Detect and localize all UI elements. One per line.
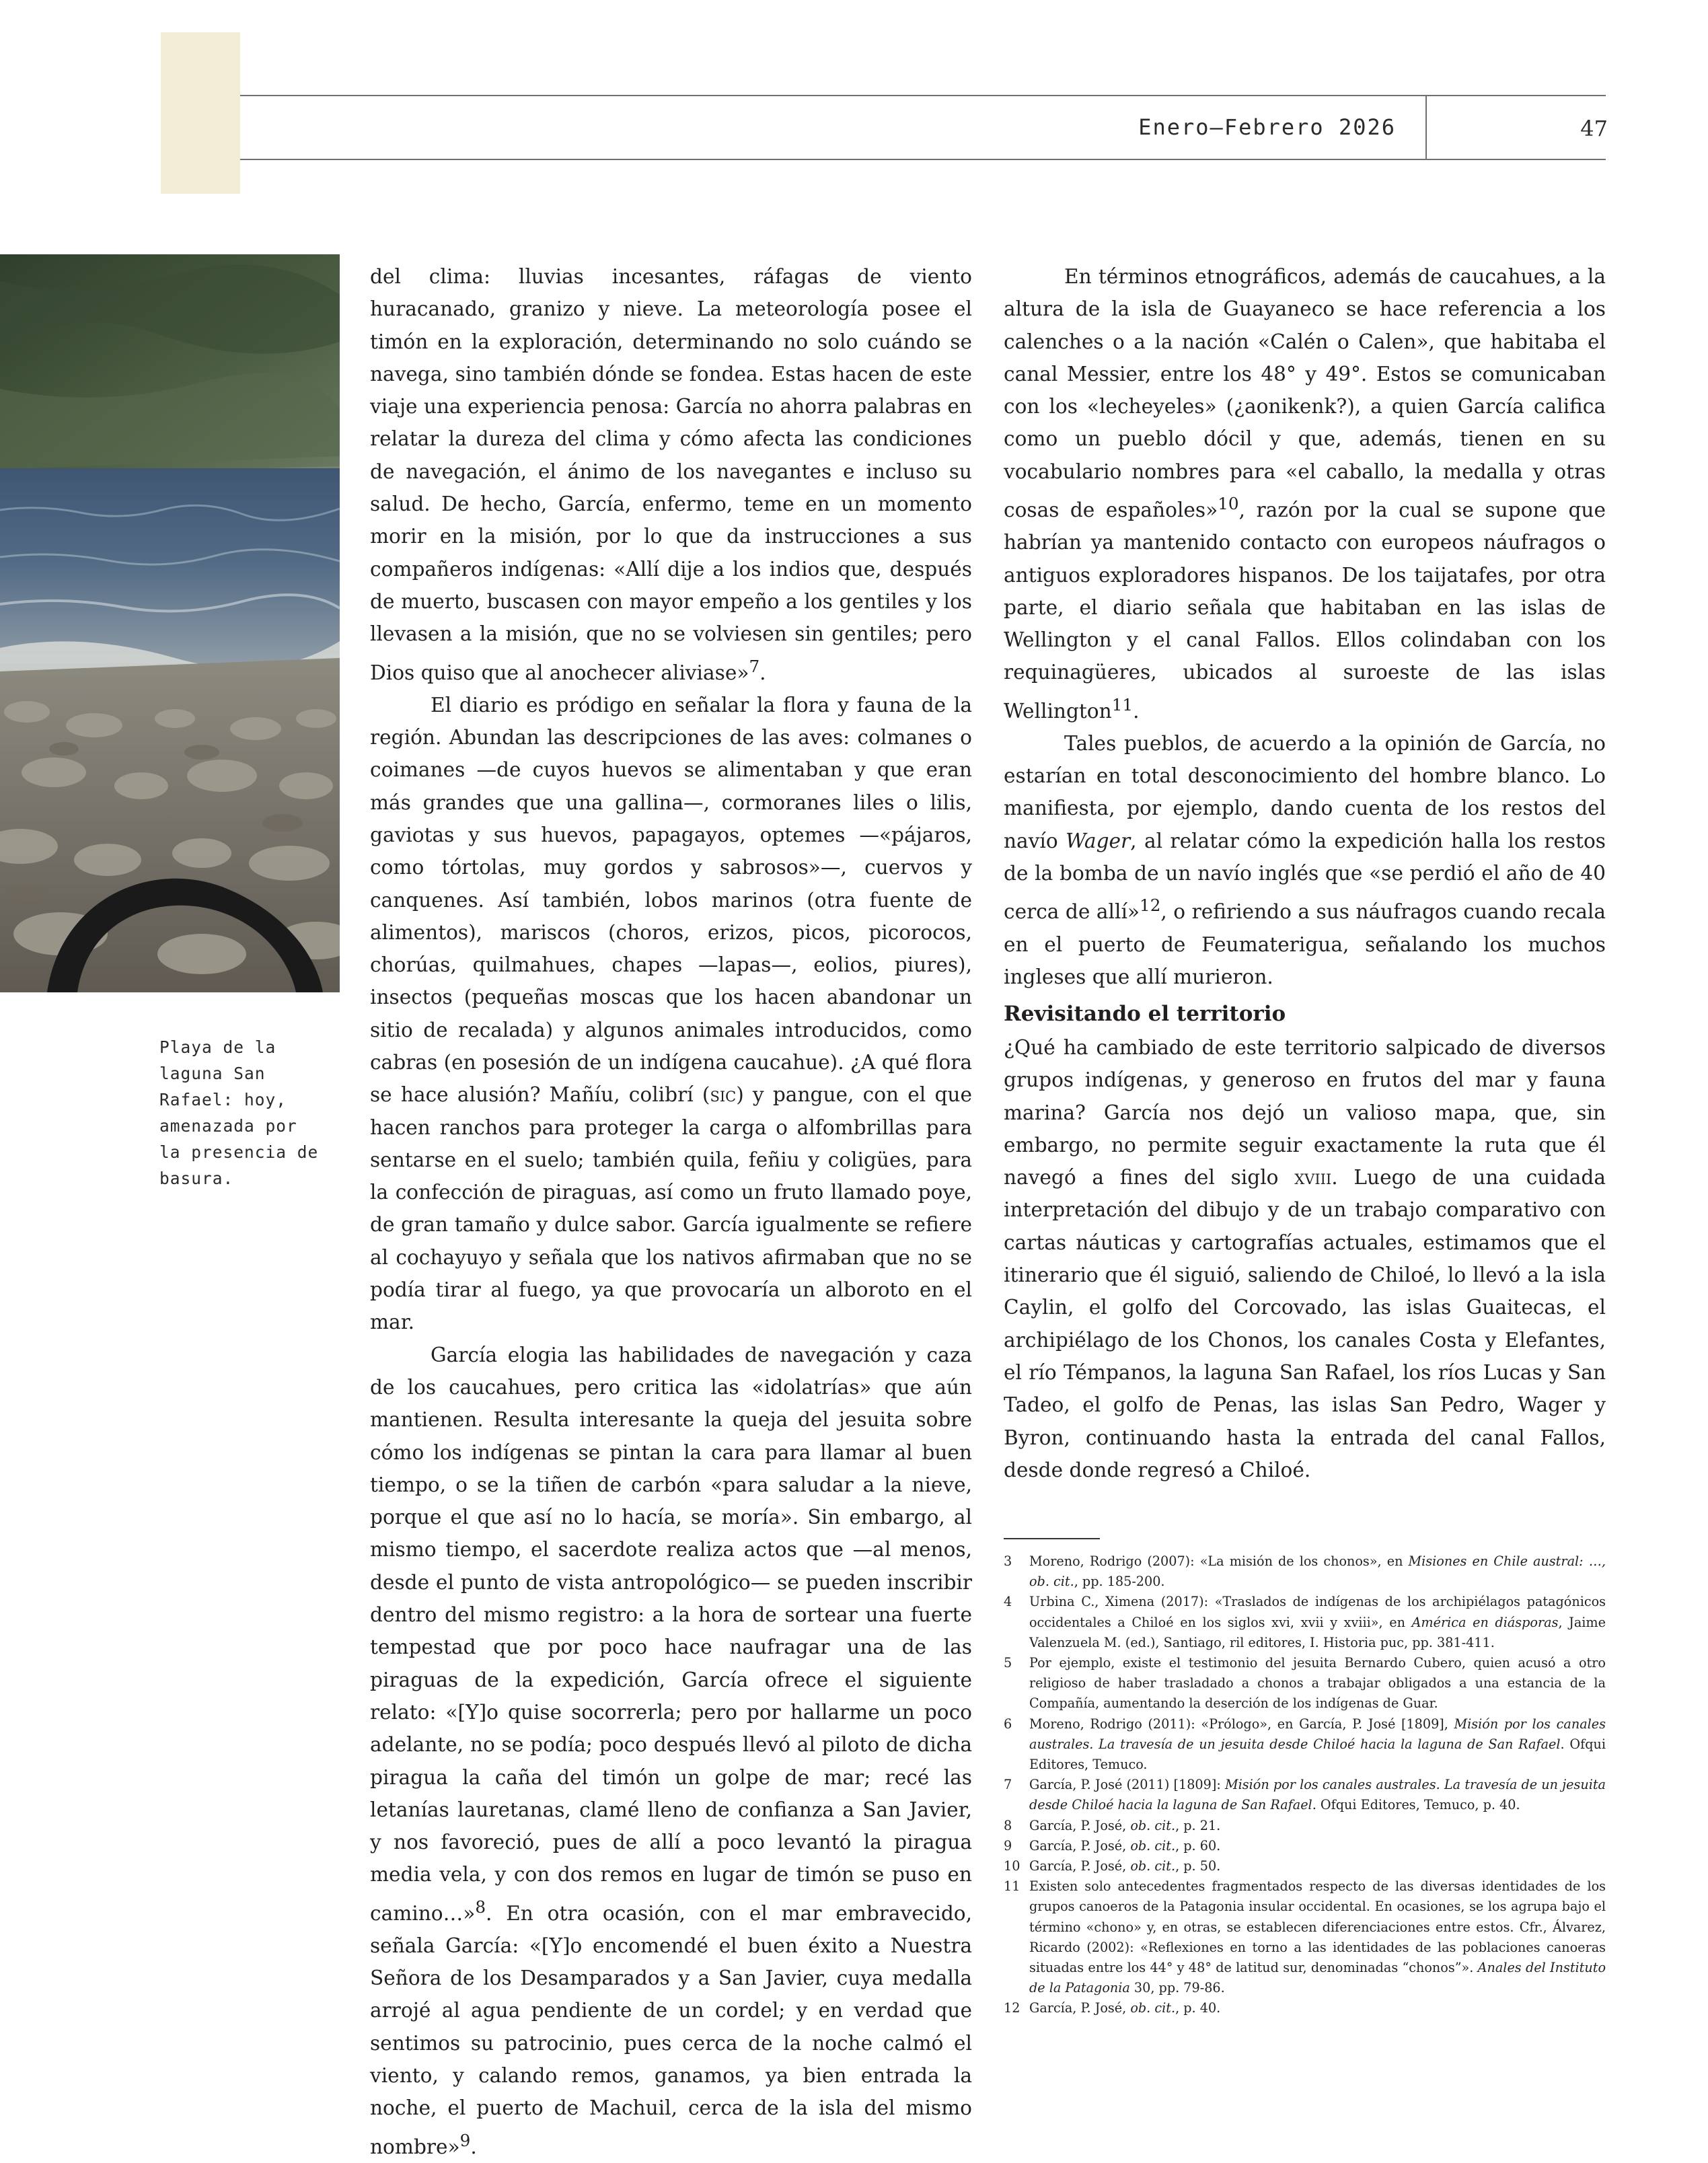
paragraph: El diario es pródigo en señalar la flora y fauna de la región. Abundan las descripciones de las aves: colmanes o coimanes —de cuyos huevos se alimentaban y que eran más grandes que una gallina—, cormoranes liles o lilis, gaviotas y sus huevos, papagayos, optemes —«pájaros, como tórtolas, muy gordos y sabrosos»—, cuervos y canquenes. Así también, lobos marinos (otra fuente de alimentos), mariscos (choros, erizos, picos, picorocos, chorúas, quilmahues, chapes —lapas—, eolios, piures), insectos (pequeñas moscas que los hacen abandonar un sitio de recalada) y algunos animales introducidos, como cabras (en posesión de un indígena caucahue). ¿A qué flora se hace alusión? Mañíu, colibrí (sic) y pangue, con el que hacen ranchos para proteger la carga o alfombrillas para sentarse en el suelo; también quila, feñiu y coligües, para la confección de piraguas, así como un fruto llamado poye, de gran tamaño y dulce sabor. García igualmente se refiere al cochayuyo y señala que los nativos afirmaban que no se podía tirar al fuego, ya que provocaría un alboroto en el mar.	[370, 693, 972, 1334]
lagoon-beach-photo	[0, 254, 340, 992]
footnote: 8 García, P. José, ob. cit., p. 21.	[1004, 1817, 1221, 1833]
article-column-right-section	[1004, 1031, 1606, 1486]
footnote: 5 Por ejemplo, existe el testimonio del jesuita Bernardo Cubero, quien acusó a otro religioso de haber trasladado a chonos a trabajar obligados a una estancia de la Compañía, aumentando la deserción de los indígenas de Guar.	[1004, 1655, 1606, 1712]
footnote-ref: 7	[749, 656, 760, 676]
paragraph: del clima: lluvias incesantes, ráfagas de viento huracanado, granizo y nieve. La meteorología posee el timón en la exploración, determinando no solo cuándo se navega, sino también dónde se fondea. Estas hacen de este viaje una experiencia penosa: García no ahorra palabras en relatar la dureza del clima y cómo afecta las condiciones de navegación, el ánimo de los navegantes e incluso su salud. De hecho, García, enfermo, teme en un momento morir en la misión, por lo que da instrucciones a sus compañeros indígenas: «Allí dije a los indios que, después de muerto, buscasen con mayor empeño a los gentiles y los llevasen a la misión, que no se volviesen sin gentiles; pero Dios quiso que al anochecer aliviase»$^7$.	[370, 265, 972, 684]
paragraph: Tales pueblos, de acuerdo a la opinión de García, no estarían en total desconocimiento del hombre blanco. Lo manifiesta, por ejemplo, dando cuenta de los restos del navío Wager, al relatar cómo la expedición halla los restos de la bomba de un navío inglés que «se perdió el año de 40 cerca de allí»$^{12}$, o refiriendo a sus náufragos cuando recala en el puerto de Feumaterigua, señalando los muchos ingleses que allí murieron.	[1004, 731, 1606, 988]
footnote: 11 Existen solo antecedentes fragmentados respecto de las diversas identidades de los grupos canoeros de la Patagonia insular occidental. En ocasiones, se los agrupa bajo el término «chono» y, en otras, se establecen diferenciaciones entre estos. Cfr., Álvarez, Ricardo (2002): «Reflexiones en torno a las identidades de las poblaciones canoeras situadas entre los 44° y 48° de latitud sur, denominadas “chonos”». Anales del Instituto de la Patagonia 30, pp. 79-86.	[1004, 1878, 1606, 1996]
footnote: 12 García, P. José, ob. cit., p. 40.	[1004, 2000, 1221, 2016]
ship-name: Wager	[1066, 829, 1131, 852]
paragraph: En términos etnográficos, además de caucahues, a la altura de la isla de Guayaneco se hace referencia a los calenches o a la nación «Calén o Calen», que habitaba el canal Messier, entre los 48° y 49°. Estos se comunicaban con los «lecheyeles» (¿aonikenk?), a quien García califica como un pueblo dócil y que, además, tienen en su vocabulario nombres para «el caballo, la medalla y otras cosas de españoles»$^{10}$, razón por la cual se supone que habrían ya mantenido contacto con europeos náufragos o antiguos exploradores hispanos. De los taijatafes, por otra parte, el diario señala que habitaban en las islas de Wellington y el canal Fallos. Ellos colindaban con los requinagüeres, ubicados al suroeste de las islas Wellington$^{11}$.	[1004, 265, 1606, 723]
footnotes-rule	[1004, 1538, 1100, 1539]
footnote-ref: 11	[1111, 694, 1134, 714]
article-column-right	[1004, 260, 1606, 993]
header-top-rule	[240, 95, 1606, 96]
footnote: 6 Moreno, Rodrigo (2011): «Prólogo», en García, P. José [1809], Misión por los canales australes. La travesía de un jesuita desde Chiloé hacia la laguna de San Rafael. Ofqui Editores, Temuco.	[1004, 1716, 1606, 1773]
footnote-ref: 8	[475, 1897, 486, 1917]
photo-caption: Playa de la laguna San Rafael: hoy, amenazada por la presencia de basura.	[159, 1037, 319, 1188]
paragraph: García elogia las habilidades de navegación y caza de los caucahues, pero critica las «idolatrías» que aún mantienen. Resulta interesante la queja del jesuita sobre cómo los indígenas se pintan la cara para llamar al buen tiempo, o se la tiñen de carbón «para saludar a la nieve, porque el que así no lo hacía, se moría». Sin embargo, al mismo tiempo, el sacerdote realiza actos que —al menos, desde el punto de vista antropológico— se pueden inscribir dentro del mismo registro: a la hora de sortear una fuerte tempestad que por poco hace naufragar una de las piraguas de la expedición, García ofrece el siguiente relato: «[Y]o quise socorrerla; pero por hallarme un poco adelante, no se podía; poco después llevó al piloto de dicha piragua la caña del timón un golpe de mar; recé las letanías lauretanas, clamé lleno de confianza a San Javier, y nos favoreció, pues de allí a poco levantó la piragua media vela, y con dos remos en lugar de timón se puso en camino…»$^8$. En otra ocasión, con el mar embravecido, señala García: «[Y]o encomendé el buen éxito a Nuestra Señora de los Desamparados y a San Javier, cuya medalla arrojé al agua pendiente de un cordel; y en verdad que sentimos su patrocinio, pues cerca de la noche calmó el viento, y calando remos, ganamos, ya bien entrada la noche, el puerto de Machuil, cerca de la isla del mismo nombre»$^9$.	[370, 1343, 972, 2158]
header-divider	[1425, 95, 1427, 160]
issue-date: Enero–Febrero 2026	[1138, 114, 1396, 140]
paragraph: ¿Qué ha cambiado de este territorio salpicado de diversos grupos indígenas, y generoso en frutos del mar y fauna marina? García nos dejó un valioso mapa, que, sin embargo, no permite seguir exactamente la ruta que él navegó a fines del siglo xviii. Luego de una cuidada interpretación del dibujo y de un trabajo comparativo con cartas náuticas y cartografías actuales, estimamos que el itinerario que él siguió, saliendo de Chiloé, lo llevó a la isla Caylin, el golfo del Corcovado, las islas Guaitecas, el archipiélago de los Chonos, los canales Costa y Elefantes, el río Témpanos, la laguna San Rafael, los ríos Lucas y San Tadeo, el golfo de Penas, las islas San Pedro, Wager y Byron, continuando hasta la entrada del canal Fallos, desde donde regresó a Chiloé.	[1004, 1036, 1606, 1481]
page-number: 47	[1580, 116, 1608, 141]
footnote: 4 Urbina C., Ximena (2017): «Traslados de indígenas de los archipiélagos patagónicos occidentales a Chiloé en los siglos xvi, xvii y xviii», en América en diásporas, Jaime Valenzuela M. (ed.), Santiago, ril editores, I. Historia puc, pp. 381-411.	[1004, 1594, 1606, 1650]
footnote-ref: 12	[1140, 895, 1161, 916]
footnote: 9 García, P. José, ob. cit., p. 60.	[1004, 1837, 1221, 1854]
header-accent-tab	[161, 32, 240, 194]
header-bottom-rule	[240, 159, 1606, 160]
footnote-ref: 9	[459, 2130, 471, 2150]
article-column-middle	[370, 260, 972, 2163]
footnote-ref: 10	[1218, 494, 1239, 514]
footnote: 10 García, P. José, ob. cit., p. 50.	[1004, 1858, 1221, 1874]
section-heading: Revisitando el territorio	[1004, 1002, 1286, 1026]
footnotes	[1004, 1551, 1606, 2019]
footnote: 3 Moreno, Rodrigo (2007): «La misión de los chonos», en Misiones en Chile austral: …, ob. cit., pp. 185-200.	[1004, 1553, 1606, 1590]
footnote: 7 García, P. José (2011) [1809]: Misión por los canales australes. La travesía de un jesuita desde Chiloé hacia la laguna de San Rafael. Ofqui Editores, Temuco, p. 40.	[1004, 1777, 1606, 1813]
